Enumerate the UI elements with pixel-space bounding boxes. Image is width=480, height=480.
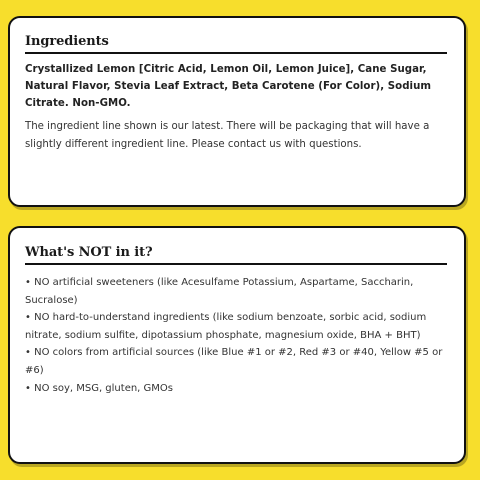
bullet-icon: •	[25, 312, 31, 324]
bullet-icon: •	[25, 382, 31, 394]
list-item-text: NO soy, MSG, gluten, GMOs	[34, 382, 173, 394]
list-item	[25, 344, 447, 379]
whats-not-in-it-card	[8, 226, 466, 464]
list-item-text: NO hard-to-understand ingredients (like sodium benzoate, sorbic acid, sodium nitrate, sodium sulfite, dipotassium phosphate, magnesium oxide, BHA + BHT)	[25, 312, 427, 341]
list-item	[25, 380, 447, 398]
ingredient-list: Crystallized Lemon [Citric Acid, Lemon Oil, Lemon Juice], Cane Sugar, Natural Flavor, Stevia Leaf Extract, Beta Carotene (For Color), Sodium Citrate. Non-GMO.	[25, 64, 432, 109]
whats-not-in-it-title: What's NOT in it?	[25, 245, 447, 265]
ingredients-title: Ingredients	[25, 34, 447, 54]
bullet-icon: •	[25, 347, 31, 359]
ingredient-note: The ingredient line shown is our latest. There will be packaging that will have a slightly different ingredient line. Please contact us with questions.	[25, 121, 430, 151]
list-item-text: NO artificial sweeteners (like Acesulfame Potassium, Aspartame, Saccharin, Sucralose)	[25, 277, 414, 306]
exclusion-list	[25, 274, 447, 397]
bullet-icon: •	[25, 277, 31, 288]
list-item	[25, 309, 447, 344]
list-item	[25, 274, 447, 309]
ingredients-card	[8, 16, 466, 207]
list-item-text: NO colors from artificial sources (like Blue #1 or #2, Red #3 or #40, Yellow #5 or #6)	[25, 347, 443, 376]
